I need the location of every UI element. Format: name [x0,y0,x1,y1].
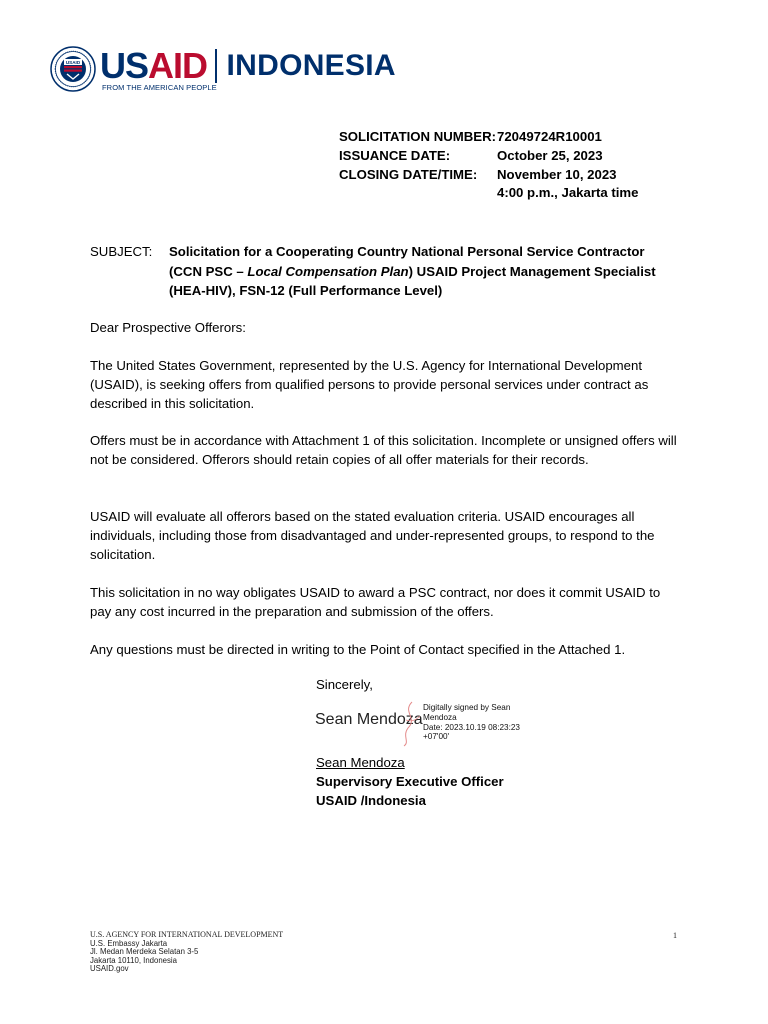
paragraph: The United States Government, represented by the U.S. Agency for International Development (USAID), is seeking offers from qualified persons to provide personal services under contract as described in this solicitation. [90,358,649,412]
footer-address [90,931,283,974]
issuance-date-value: October 25, 2023 [497,147,603,163]
brand-country: INDONESIA [226,48,396,82]
paragraph: Any questions must be directed in writing to the Point of Contact specified in the Attached 1. [90,642,626,657]
brand-wordmark [100,44,396,92]
closing-text: Sincerely, [316,677,373,692]
closing-date-label: CLOSING DATE/TIME: [339,166,478,182]
svg-text:USAID: USAID [65,60,81,65]
signature-meta-line: +07'00' [423,732,450,742]
subject-text-part1: Solicitation for a Cooperating Country National Personal Service Contractor (CCN PSC – [169,244,645,279]
issuance-date-row [339,147,638,166]
digital-signature [314,702,544,746]
usaid-seal-icon [50,46,96,92]
closing-time-row [339,184,638,203]
footer-website: USAID.gov [90,964,129,974]
brand-tagline: FROM THE AMERICAN PEOPLE [102,82,217,92]
issuance-date-label: ISSUANCE DATE: [339,147,451,163]
signature-meta-line: Date: 2023.10.19 08:23:23 [423,722,520,732]
signature-meta-line: Mendoza [423,712,457,722]
signer-block [316,753,504,810]
footer-agency: U.S. AGENCY FOR INTERNATIONAL DEVELOPMENT [90,930,284,939]
footer-line: Jl. Medan Merdeka Selatan 3-5 [90,947,199,957]
signature-stroke-icon [394,698,424,748]
subject-text-part2: ) USAID Project Management Specialist (HEA-HIV), FSN-12 (Full Performance Level) [169,263,656,298]
solicitation-number-row [339,128,638,147]
salutation: Dear Prospective Offerors: [90,320,246,335]
footer-line: Jakarta 10110, Indonesia [90,955,177,965]
footer-line: U.S. Embassy Jakarta [90,938,168,948]
signature-name: Sean Mendoza [315,711,423,728]
subject-label: SUBJECT: [90,244,153,259]
signature-metadata [423,703,520,742]
paragraph: This solicitation in no way obligates USAID to award a PSC contract, nor does it commit USAID to pay any cost incurred in the preparation and submission of the offers. [90,585,661,620]
signature-meta-line: Digitally signed by Sean [423,703,511,712]
subject-text-italic: Local Compensation Plan [247,263,409,279]
solicitation-number-value: 72049724R10001 [497,129,602,144]
subject-block [90,242,680,301]
closing-date-row [339,166,638,185]
closing-date-value: November 10, 2023 [497,166,617,182]
signer-name: Sean Mendoza [316,755,405,770]
page-number: 1 [673,931,677,940]
paragraph: Offers must be in accordance with Attachment 1 of this solicitation. Incomplete or unsigned offers will not be considered. Offerors should retain copies of all offer materials for their records. [90,433,677,468]
brand-divider [215,49,217,83]
paragraph: USAID will evaluate all offerors based on the stated evaluation criteria. USAID encourages all individuals, including those from disadvantaged and under-represented groups, to respond to the solicitation. [90,509,655,563]
usaid-indonesia-logo [50,44,396,94]
solicitation-number-label: SOLICITATION NUMBER: [339,129,497,144]
solicitation-info [339,128,638,203]
signer-org: USAID /Indonesia [316,793,426,808]
subject-text [169,242,679,301]
closing-time-value: 4:00 p.m., Jakarta time [497,185,639,201]
signer-title: Supervisory Executive Officer [316,774,504,789]
brand-usaid: USAID [100,44,208,86]
